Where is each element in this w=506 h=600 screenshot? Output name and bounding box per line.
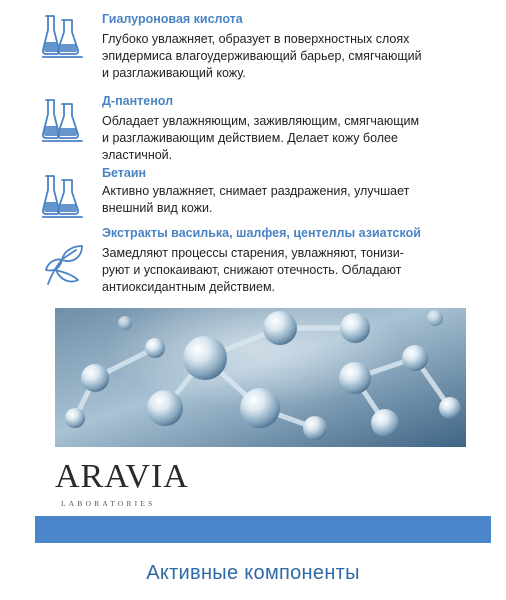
flasks-icon [42,172,84,220]
ingredient-description [102,31,482,82]
accent-bar [35,516,491,543]
molecule-illustration [55,308,466,447]
description-line: антиоксидантным действием. [102,280,276,294]
ingredient-title: Экстракты василька, шалфея, центеллы азиатской [102,226,421,240]
ingredient-title: Д-пантенол [102,94,174,108]
description-line: Замедляют процессы старения, увлажняют, тонизи- [102,246,404,260]
logo-subtitle: LABORATORIES [61,499,156,508]
ingredient-title: Бетаин [102,166,147,180]
section-title: Активные компоненты [146,562,360,584]
leaf-icon [42,240,84,288]
molecule-image [55,308,466,447]
description-line: внешний вид кожи. [102,201,213,215]
description-line: Глубоко увлажняет, образует в поверхностных слоях [102,32,410,46]
description-line: и разглаживающим действием. Делает кожу более [102,131,398,145]
description-line: эпидермиса влагоудерживающий барьер, смягчающий [102,49,422,63]
ingredient-description [102,245,482,296]
ingredient-title: Гиалуроновая кислота [102,12,243,26]
description-line: эластичной. [102,148,173,162]
description-line: Активно увлажняет, снимает раздражения, улучшает [102,184,410,198]
description-line: и разглаживающий кожу. [102,66,246,80]
ingredient-description [102,183,482,217]
ingredient-description [102,113,482,164]
logo-name: ARAVIA [55,458,189,495]
flasks-icon [42,12,84,60]
flasks-icon [42,96,84,144]
brand-logo [55,458,215,518]
description-line: руют и успокаивают, снижают отечность. Обладают [102,263,402,277]
description-line: Обладает увлажняющим, заживляющим, смягчающим [102,114,420,128]
